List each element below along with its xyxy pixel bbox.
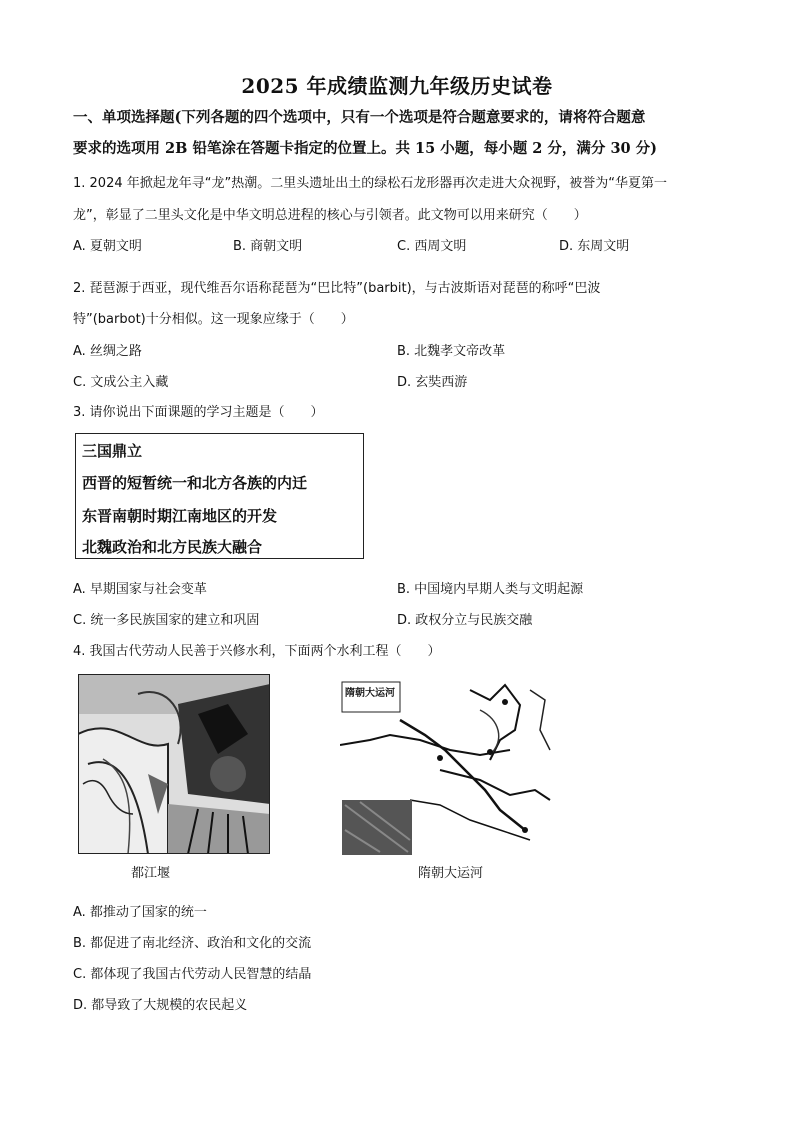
q3-topic-box [75,433,364,559]
q1-option-c[interactable]: C. 西周文明 [397,239,467,254]
grand-canal-caption: 隋朝大运河 [418,866,484,881]
grand-canal-map [340,680,552,858]
q4-stem: 4. 我国古代劳动人民善于兴修水利，下面两个水利工程（ ） [73,644,441,659]
q1-stem-line-2: 龙”，彰显了二里头文化是中华文明总进程的核心与引领者。此文物可以用来研究（ ） [73,208,587,223]
q1-option-b[interactable]: B. 商朝文明 [233,239,303,254]
q3-option-a[interactable]: A. 早期国家与社会变革 [73,582,207,597]
q4-option-a[interactable]: A. 都推动了国家的统一 [73,905,207,920]
q3-topic-3: 东晋南朝时期江南地区的开发 [82,507,278,525]
q4-option-c[interactable]: C. 都体现了我国古代劳动人民智慧的结晶 [73,967,312,982]
q1-option-d[interactable]: D. 东周文明 [559,239,630,254]
q1-option-a[interactable]: A. 夏朝文明 [73,239,142,254]
q3-topic-2: 西晋的短暂统一和北方各族的内迁 [82,474,308,492]
section-heading-line-1: 一、单项选择题(下列各题的四个选项中，只有一个选项是符合题意要求的，请将符合题意 [73,109,646,126]
dujiangyan-image [78,674,270,854]
q2-stem-line-1: 2. 琵琶源于西亚，现代维吾尔语称琵琶为“巴比特”(barbit)，与古波斯语对琵琶的称呼“巴波 [73,281,601,296]
q3-option-d[interactable]: D. 政权分立与民族交融 [397,613,533,628]
q3-topic-4: 北魏政治和北方民族大融合 [82,538,263,556]
q2-option-a[interactable]: A. 丝绸之路 [73,344,142,359]
q1-stem-line-1: 1. 2024 年掀起龙年寻“龙”热潮。二里头遗址出土的绿松石龙形器再次走进大众视野，被誉为“华夏第一 [73,176,667,191]
q3-stem: 3. 请你说出下面课题的学习主题是（ ） [73,405,324,420]
grand-canal-legend-title: 隋朝大运河 [345,688,395,699]
q3-topic-1: 三国鼎立 [82,442,143,460]
q3-option-c[interactable]: C. 统一多民族国家的建立和巩固 [73,613,260,628]
q2-option-d[interactable]: D. 玄奘西游 [397,375,468,390]
q4-option-d[interactable]: D. 都导致了大规模的农民起义 [73,998,248,1013]
dujiangyan-caption: 都江堰 [131,866,171,881]
q2-option-c[interactable]: C. 文成公主入藏 [73,375,169,390]
q2-option-b[interactable]: B. 北魏孝文帝改革 [397,344,506,359]
q3-option-b[interactable]: B. 中国境内早期人类与文明起源 [397,582,584,597]
page-title: 2025 年成绩监测九年级历史试卷 [241,74,553,98]
q2-stem-line-2: 特”(barbot)十分相似。这一现象应缘于（ ） [73,312,354,327]
section-heading-line-2: 要求的选项用 2B 铅笔涂在答题卡指定的位置上。共 15 小题，每小题 2 分，满分 30 分) [73,140,658,157]
q4-option-b[interactable]: B. 都促进了南北经济、政治和文化的交流 [73,936,312,951]
